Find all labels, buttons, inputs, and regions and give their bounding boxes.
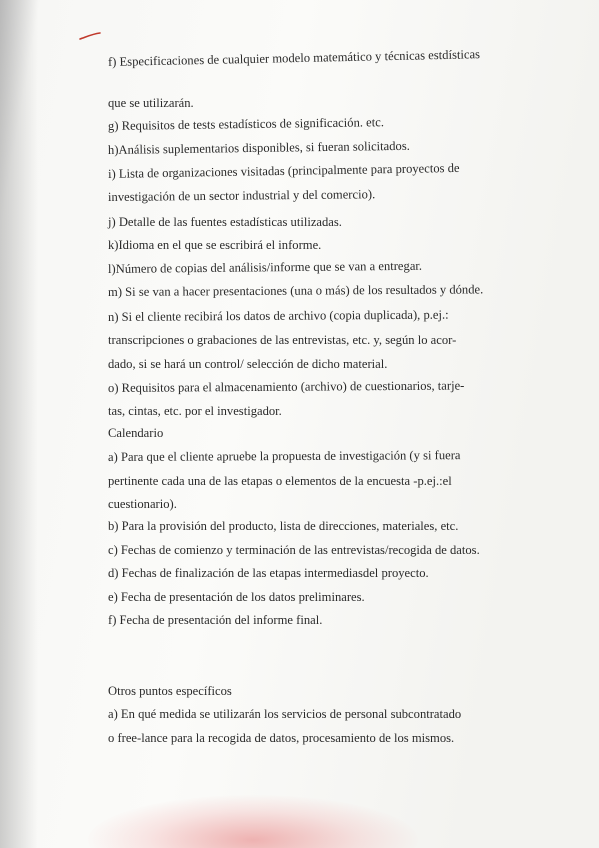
text-line: c) Fechas de comienzo y terminación de las entrevistas/recogida de datos. [108,543,480,557]
text-line: f) Especificaciones de cualquier modelo matemático y técnicas estdísticas [107,47,481,69]
text-line: m) Si se van a hacer presentaciones (una o más) de los resultados y dónde. [107,282,484,299]
text-line: k)Idioma en el que se escribirá el informe. [108,238,322,252]
text-line: j) Detalle de las fuentes estadísticas utilizadas. [108,215,342,229]
text-line: o free-lance para la recogida de datos, procesamiento de los mismos. [108,731,455,745]
page-edge-shadow [0,0,38,848]
text-line: d) Fechas de finalización de las etapas intermediasdel proyecto. [108,566,429,580]
text-line: i) Lista de organizaciones visitadas (principalmente para proyectos de [107,160,460,181]
text-line: investigación de un sector industrial y del comercio). [107,187,376,204]
text-line: n) Si el cliente recibirá los datos de archivo (copia duplicada), p.ej.: [107,307,449,324]
text-line: l)Número de copias del análisis/informe que se van a entregar. [107,258,423,276]
text-line: que se utilizarán. [108,96,194,110]
text-line: a) En qué medida se utilizarán los servicios de personal subcontratado [108,707,462,721]
text-line: g) Requisitos de tests estadísticos de significación. etc. [107,115,385,133]
text-line: h)Análisis suplementarios disponibles, si fueran solicitados. [107,138,410,157]
text-line: cuestionario). [108,497,177,511]
section-heading: Calendario [108,426,164,440]
text-line: tas, cintas, etc. por el investigador. [108,404,282,418]
text-line: b) Para la provisión del producto, lista de direcciones, materiales, etc. [108,519,459,533]
text-line: f) Fecha de presentación del informe final. [108,613,323,627]
section-heading: Otros puntos específicos [108,684,232,698]
text-line: pertinente cada una de las etapas o elementos de la encuesta -p.ej.:el [108,474,452,488]
pen-mark-icon [78,30,102,42]
text-line: transcripciones o grabaciones de las entrevistas, etc. y, según lo acor- [108,333,457,347]
text-line: a) Para que el cliente apruebe la propuesta de investigación (y si fuera [107,448,461,464]
text-line: dado, si se hará un control/ selección de dicho material. [108,357,388,371]
text-line: e) Fecha de presentación de los datos preliminares. [108,590,365,604]
pink-stain [88,795,418,848]
text-line: o) Requisitos para el almacenamiento (archivo) de cuestionarios, tarje- [107,378,465,395]
